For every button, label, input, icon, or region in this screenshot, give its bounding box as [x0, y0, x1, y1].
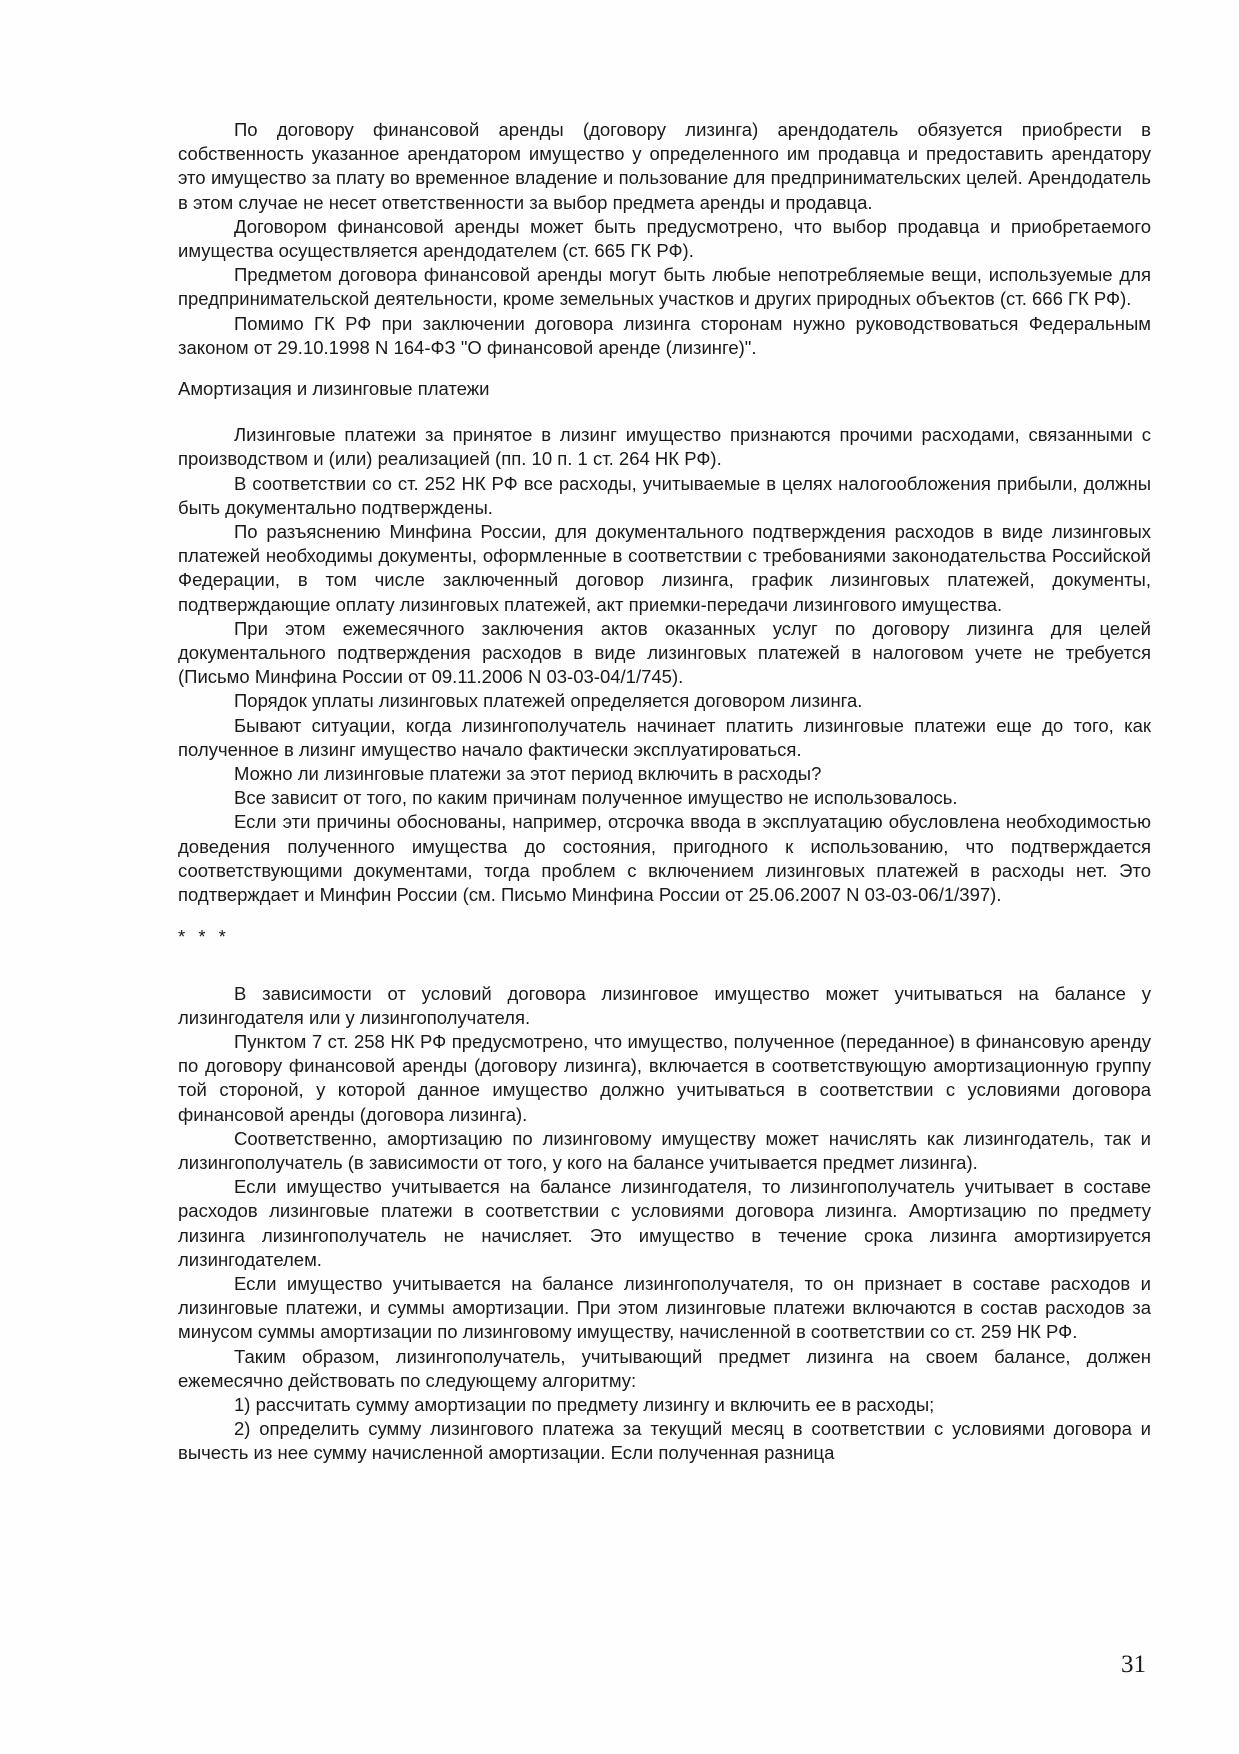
paragraph: Пунктом 7 ст. 258 НК РФ предусмотрено, что имущество, полученное (переданное) в финансовую аренду по договору финансовой аренды (договору лизинга), включается в соответствующую амортизационную группу той стороной, у которой данное имущество должно учитываться в соответствии с условиями договора финансовой аренды (договора лизинга).	[178, 1030, 1151, 1125]
paragraph: Порядок уплаты лизинговых платежей определяется договором лизинга.	[234, 690, 863, 712]
paragraph: В соответствии со ст. 252 НК РФ все расходы, учитываемые в целях налогообложения прибыли, должны быть документально подтверждены.	[178, 472, 1151, 518]
paragraph: Помимо ГК РФ при заключении договора лизинга сторонам нужно руководствоваться Федеральным законом от 29.10.1998 N 164-ФЗ "О финансовой аренде (лизинге)".	[178, 312, 1151, 358]
paragraph: Все зависит от того, по каким причинам полученное имущество не использовалось.	[234, 787, 958, 809]
paragraph: По договору финансовой аренды (договору лизинга) арендодатель обязуется приобрести в собственность указанное арендатором имущество у определенного им продавца и предоставить арендатору это имущество за плату во временное владение и пользование для предпринимательских целей. Арендодатель в этом случае не несет ответственности за выбор предмета аренды и продавца.	[178, 119, 1151, 213]
paragraph: Лизинговые платежи за принятое в лизинг имущество признаются прочими расходами, связанными с производством и (или) реализацией (пп. 10 п. 1 ст. 264 НК РФ).	[178, 424, 1151, 470]
paragraph: Таким образом, лизингополучатель, учитывающий предмет лизинга на своем балансе, должен ежемесячно действовать по следующему алгоритму:	[178, 1345, 1151, 1391]
section-heading: Амортизация и лизинговые платежи	[178, 378, 490, 400]
paragraph: В зависимости от условий договора лизинговое имущество может учитываться на балансе у лизингодателя или у лизингополучателя.	[178, 982, 1151, 1028]
paragraph: Если имущество учитывается на балансе лизингополучателя, то он признает в составе расходов и лизинговые платежи, и суммы амортизации. При этом лизинговые платежи включаются в состав расходов за минусом суммы амортизации по лизинговому имуществу, начисленной в соответствии со ст. 259 НК РФ.	[178, 1272, 1151, 1343]
paragraph: Договором финансовой аренды может быть предусмотрено, что выбор продавца и приобретаемого имущества осуществляется арендодателем (ст. 665 ГК РФ).	[178, 215, 1151, 262]
list-item: 2) определить сумму лизингового платежа за текущий месяц в соответствии с условиями договора и вычесть из нее сумму начисленной амортизации. Если полученная разница	[178, 1418, 1151, 1464]
paragraph: По разъяснению Минфина России, для документального подтверждения расходов в виде лизинговых платежей необходимы документы, оформленные в соответствии с требованиями законодательства Российской Федерации, в том числе заключенный договор лизинга, график лизинговых платежей, документы, подтверждающие оплату лизинговых платежей, акт приемки-передачи лизингового имущества.	[178, 521, 1151, 615]
section-separator: * * *	[178, 926, 230, 948]
paragraph: Предметом договора финансовой аренды могут быть любые непотребляемые вещи, используемые для предпринимательской деятельности, кроме земельных участков и других природных объектов (ст. 666 ГК РФ).	[178, 264, 1151, 310]
list-item: 1) рассчитать сумму амортизации по предмету лизингу и включить ее в расходы;	[234, 1393, 935, 1415]
paragraph: Если имущество учитывается на балансе лизингодателя, то лизингополучатель учитывает в составе расходов лизинговые платежи в соответствии с условиями договора лизинга. Амортизацию по предмету лизинга лизингополучатель не начисляет. Это имущество в течение срока лизинга амортизируется лизингодателем.	[178, 1176, 1151, 1270]
paragraph: Бывают ситуации, когда лизингополучатель начинает платить лизинговые платежи еще до того, как полученное в лизинг имущество начало фактически эксплуатироваться.	[178, 714, 1151, 760]
paragraph: Можно ли лизинговые платежи за этот период включить в расходы?	[234, 763, 822, 785]
paragraph: Соответственно, амортизацию по лизинговому имуществу может начислять как лизингодатель, так и лизингополучатель (в зависимости от того, у кого на балансе учитывается предмет лизинга).	[178, 1127, 1151, 1173]
document-body	[178, 118, 1151, 1466]
page-number: 31	[1121, 1651, 1146, 1678]
paragraph: Если эти причины обоснованы, например, отсрочка ввода в эксплуатацию обусловлена необходимостью доведения полученного имущества до состояния, пригодного к использованию, что подтверждается соответствующими документами, тогда проблем с включением лизинговых платежей в расходы нет. Это подтверждает и Минфин России (см. Письмо Минфина России от 25.06.2007 N 03-03-06/1/397).	[178, 811, 1151, 906]
paragraph: При этом ежемесячного заключения актов оказанных услуг по договору лизинга для целей документального подтверждения расходов в виде лизинговых платежей в налоговом учете не требуется (Письмо Минфина России от 09.11.2006 N 03-03-04/1/745).	[178, 617, 1151, 688]
